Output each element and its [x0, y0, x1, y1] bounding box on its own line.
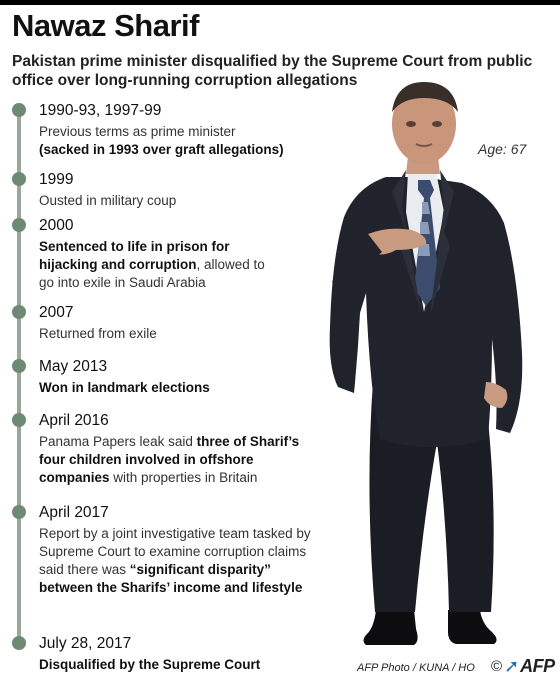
timeline-dot [12, 305, 26, 319]
desc-text: Panama Papers leak said [39, 434, 197, 449]
desc-text: Returned from exile [39, 326, 157, 341]
event-description [39, 325, 312, 343]
event-description [39, 433, 324, 487]
event-date: July 28, 2017 [39, 635, 132, 652]
timeline-event-2000 [12, 216, 312, 292]
copyright-symbol: © [491, 658, 503, 675]
timeline-dot [12, 505, 26, 519]
desc-text: , allowed to go into exile in Saudi Arabia [39, 257, 265, 290]
timeline-dot [12, 413, 26, 427]
timeline-event-2017-july [12, 634, 312, 674]
desc-text: Ousted in military coup [39, 193, 177, 208]
event-date: 2000 [39, 217, 74, 234]
event-description [39, 238, 269, 292]
age-label: Age: 67 [478, 141, 527, 157]
desc-text: ) [279, 142, 284, 157]
desc-text-bold: three of Sharif’s four children involved in offshore companies [39, 434, 300, 485]
event-date: 1990-93, 1997-99 [39, 102, 162, 119]
desc-text: Previous terms as prime minister [39, 124, 236, 139]
event-date: 2007 [39, 304, 74, 321]
desc-text: ( [39, 142, 44, 157]
timeline-dot [12, 172, 26, 186]
page-title: Nawaz Sharif [12, 8, 199, 43]
top-rule [0, 0, 560, 5]
event-description [39, 123, 312, 159]
desc-text: with properties in Britain [109, 470, 258, 485]
afp-logo-text: AFP [520, 656, 555, 676]
event-date: April 2017 [39, 504, 109, 521]
desc-text-bold: sacked in 1993 over graft allegations [43, 142, 280, 157]
desc-text-bold: Sentenced to life in prison for hijacking and corruption [39, 239, 230, 272]
event-description [39, 379, 312, 397]
timeline-dot [12, 103, 26, 117]
timeline-dot [12, 218, 26, 232]
desc-text-bold: Won in landmark elections [39, 380, 210, 395]
timeline-event-2013 [12, 357, 312, 397]
event-date: 1999 [39, 171, 74, 188]
timeline-event-2017-april [12, 503, 312, 597]
page-subtitle: Pakistan prime minister disqualified by the Supreme Court from public office over long-running corruption allegations [12, 53, 533, 89]
timeline-event-2007 [12, 303, 312, 343]
desc-text-bold: Disqualified by the Supreme Court [39, 657, 261, 672]
event-date: April 2016 [39, 412, 109, 429]
event-description [39, 525, 319, 597]
photo-credit: AFP Photo / KUNA / HO [357, 662, 475, 674]
event-description [39, 192, 312, 210]
event-description [39, 656, 312, 674]
event-date: May 2013 [39, 358, 108, 375]
timeline-dot [12, 359, 26, 373]
afp-logo-icon: ➚ [504, 656, 520, 676]
timeline-event-1999 [12, 170, 312, 210]
afp-logo [491, 656, 555, 677]
timeline-dot [12, 636, 26, 650]
timeline-event-1990 [12, 101, 312, 159]
desc-text: Report by a joint investigative team tasked by Supreme Court to examine corruption claims said there was [39, 526, 311, 577]
timeline-event-2016 [12, 411, 312, 487]
portrait-photo [318, 82, 543, 652]
desc-text-bold: “significant disparity” between the Sharifs’ income and lifestyle [39, 562, 303, 595]
